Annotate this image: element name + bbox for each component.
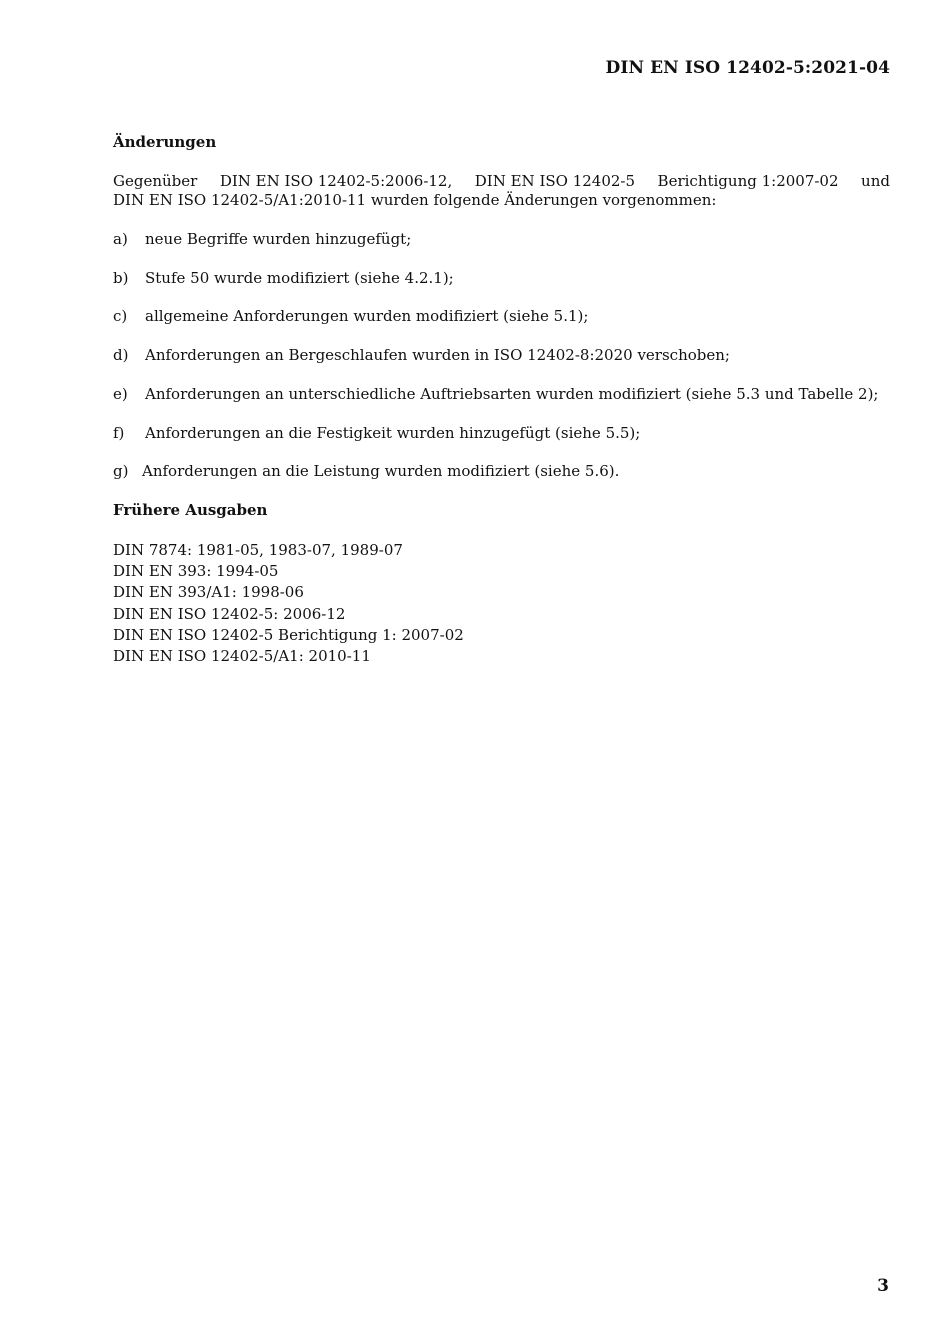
- page-number: 3: [877, 1276, 889, 1296]
- list-item-text: Anforderungen an die Leistung wurden modifiziert (siehe 5.6).: [142, 462, 620, 480]
- changes-heading: Änderungen: [113, 133, 217, 151]
- list-item-text: Anforderungen an die Festigkeit wurden hinzugefügt (siehe 5.5);: [145, 424, 641, 442]
- change-item-d: [113, 346, 730, 365]
- edition-line: DIN EN ISO 12402-5/A1: 2010-11: [113, 647, 371, 666]
- change-item-e: [113, 385, 878, 404]
- intro-word: und: [861, 172, 890, 190]
- document-id-header: DIN EN ISO 12402-5:2021-04: [605, 58, 890, 78]
- intro-word: DIN EN ISO 12402-5:2006-12,: [219, 172, 453, 190]
- intro-word: DIN EN ISO 12402-5: [474, 172, 636, 190]
- list-item-text: Anforderungen an Bergeschlaufen wurden in ISO 12402-8:2020 verschoben;: [145, 346, 730, 364]
- list-marker: d): [113, 346, 129, 364]
- list-item-text: allgemeine Anforderungen wurden modifiziert (siehe 5.1);: [145, 307, 589, 325]
- list-marker: e): [113, 385, 128, 403]
- edition-line: DIN EN ISO 12402-5 Berichtigung 1: 2007-02: [113, 625, 464, 644]
- changes-intro: [113, 172, 890, 210]
- list-marker: b): [113, 269, 129, 287]
- list-item-text: Anforderungen an unterschiedliche Auftriebsarten wurden modifiziert (siehe 5.3 und Tabelle 2);: [145, 385, 879, 403]
- change-item-a: [113, 230, 411, 249]
- edition-line: DIN EN ISO 12402-5: 2006-12: [113, 604, 346, 623]
- intro-word: Gegenüber: [113, 172, 198, 190]
- intro-word: Berichtigung 1:2007-02: [657, 172, 839, 190]
- intro-line-2: DIN EN ISO 12402-5/A1:2010-11 wurden folgende Änderungen vorgenommen:: [113, 191, 717, 209]
- edition-line: DIN EN 393: 1994-05: [113, 562, 279, 581]
- change-item-g: [113, 462, 619, 481]
- list-marker: g): [113, 462, 129, 480]
- previous-editions-heading: Frühere Ausgaben: [113, 501, 268, 519]
- change-item-c: [113, 307, 588, 326]
- list-marker: f): [113, 424, 125, 442]
- list-marker: c): [113, 307, 128, 325]
- change-item-f: [113, 424, 640, 443]
- edition-line: DIN 7874: 1981-05, 1983-07, 1989-07: [113, 541, 403, 559]
- intro-line-1: [113, 172, 890, 191]
- previous-editions-list: [113, 540, 464, 667]
- edition-line: DIN EN 393/A1: 1998-06: [113, 583, 304, 602]
- list-item-text: neue Begriffe wurden hinzugefügt;: [145, 230, 412, 248]
- list-item-text: Stufe 50 wurde modifiziert (siehe 4.2.1);: [145, 269, 454, 287]
- change-item-b: [113, 269, 454, 288]
- list-marker: a): [113, 230, 128, 248]
